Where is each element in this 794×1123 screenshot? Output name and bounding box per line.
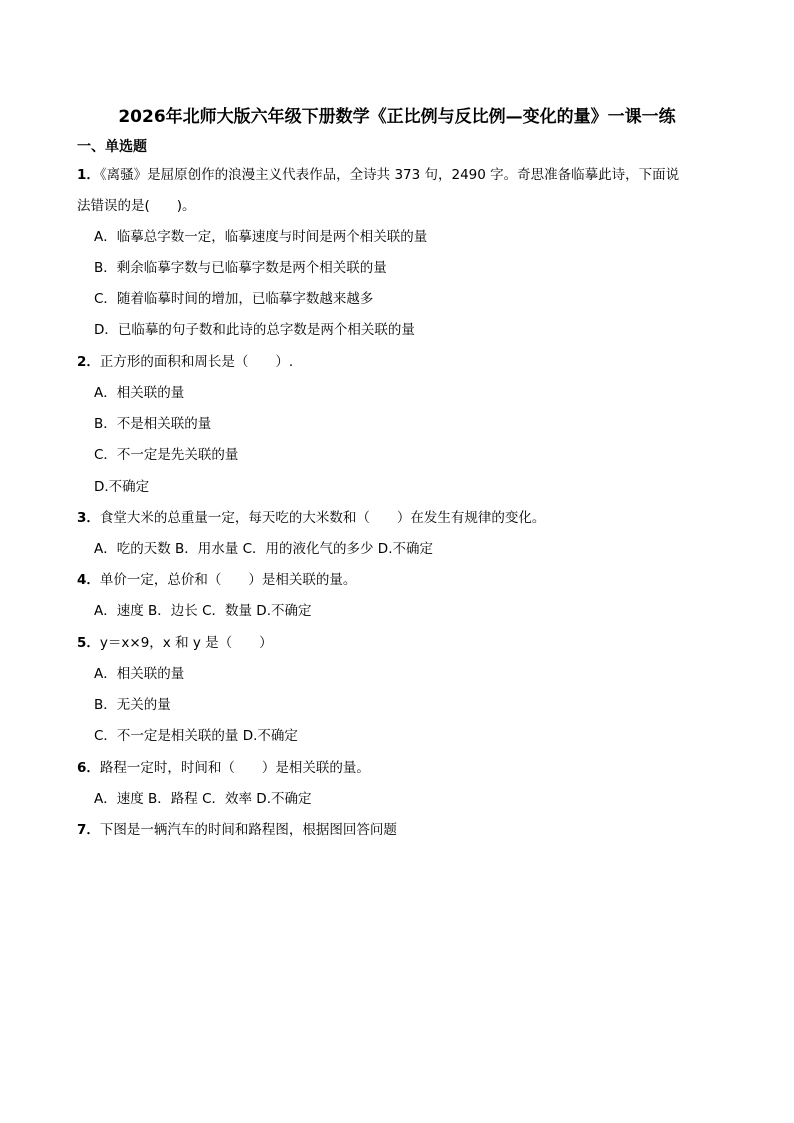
option-c: C．随着临摹时间的增加，已临摹字数越来越多 <box>94 291 374 307</box>
section-heading: 一、单选题 <box>77 139 147 155</box>
option-a: A．相关联的量 <box>94 666 185 682</box>
option-a: A．相关联的量 <box>94 385 185 401</box>
options-row: A．速度 B．路程 C．效率 D.不确定 <box>94 791 312 807</box>
question-1-continuation: 法错误的是( )。 <box>77 198 196 214</box>
option-d: D．已临摹的句子数和此诗的总字数是两个相关联的量 <box>94 322 415 338</box>
question-number: 2． <box>77 354 100 370</box>
question-6 <box>77 758 370 778</box>
question-text: 路程一定时，时间和（ ）是相关联的量。 <box>99 760 370 776</box>
question-1 <box>77 165 679 185</box>
option-b: B．剩余临摹字数与已临摹字数是两个相关联的量 <box>94 260 387 276</box>
options-row: A．吃的天数 B．用水量 C．用的液化气的多少 D.不确定 <box>94 541 433 557</box>
question-number: 7． <box>77 822 100 838</box>
option-c: C．不一定是相关联的量 D.不确定 <box>94 728 298 744</box>
question-4 <box>77 570 356 590</box>
question-number: 5． <box>77 635 100 651</box>
question-2 <box>77 352 293 372</box>
option-b: B．不是相关联的量 <box>94 416 212 432</box>
option-d: D.不确定 <box>94 479 150 495</box>
question-text: 《离骚》是屈原创作的浪漫主义代表作品，全诗共 373 句，2490 字。奇思准备临摹此诗，下面说 <box>99 167 680 183</box>
document-title: 2026年北师大版六年级下册数学《正比例与反比例—变化的量》一课一练 <box>118 107 676 127</box>
option-c: C．不一定是先关联的量 <box>94 447 239 463</box>
question-5 <box>77 633 273 653</box>
question-7 <box>77 820 397 840</box>
question-text: 正方形的面积和周长是（ ）. <box>99 354 294 370</box>
question-3 <box>77 508 545 528</box>
question-number: 4． <box>77 572 100 588</box>
question-text: 单价一定，总价和（ ）是相关联的量。 <box>99 572 357 588</box>
option-b: B．无关的量 <box>94 697 171 713</box>
question-text: 食堂大米的总重量一定，每天吃的大米数和（ ）在发生有规律的变化。 <box>99 510 546 526</box>
option-a: A．临摹总字数一定，临摹速度与时间是两个相关联的量 <box>94 229 428 245</box>
options-row: A．速度 B．边长 C．数量 D.不确定 <box>94 603 312 619</box>
question-text: y＝x×9，x 和 y 是（ ） <box>99 635 273 651</box>
question-number: 6． <box>77 760 100 776</box>
question-number: 3． <box>77 510 100 526</box>
question-number: 1． <box>77 167 100 183</box>
question-text: 下图是一辆汽车的时间和路程图，根据图回答问题 <box>99 822 397 838</box>
